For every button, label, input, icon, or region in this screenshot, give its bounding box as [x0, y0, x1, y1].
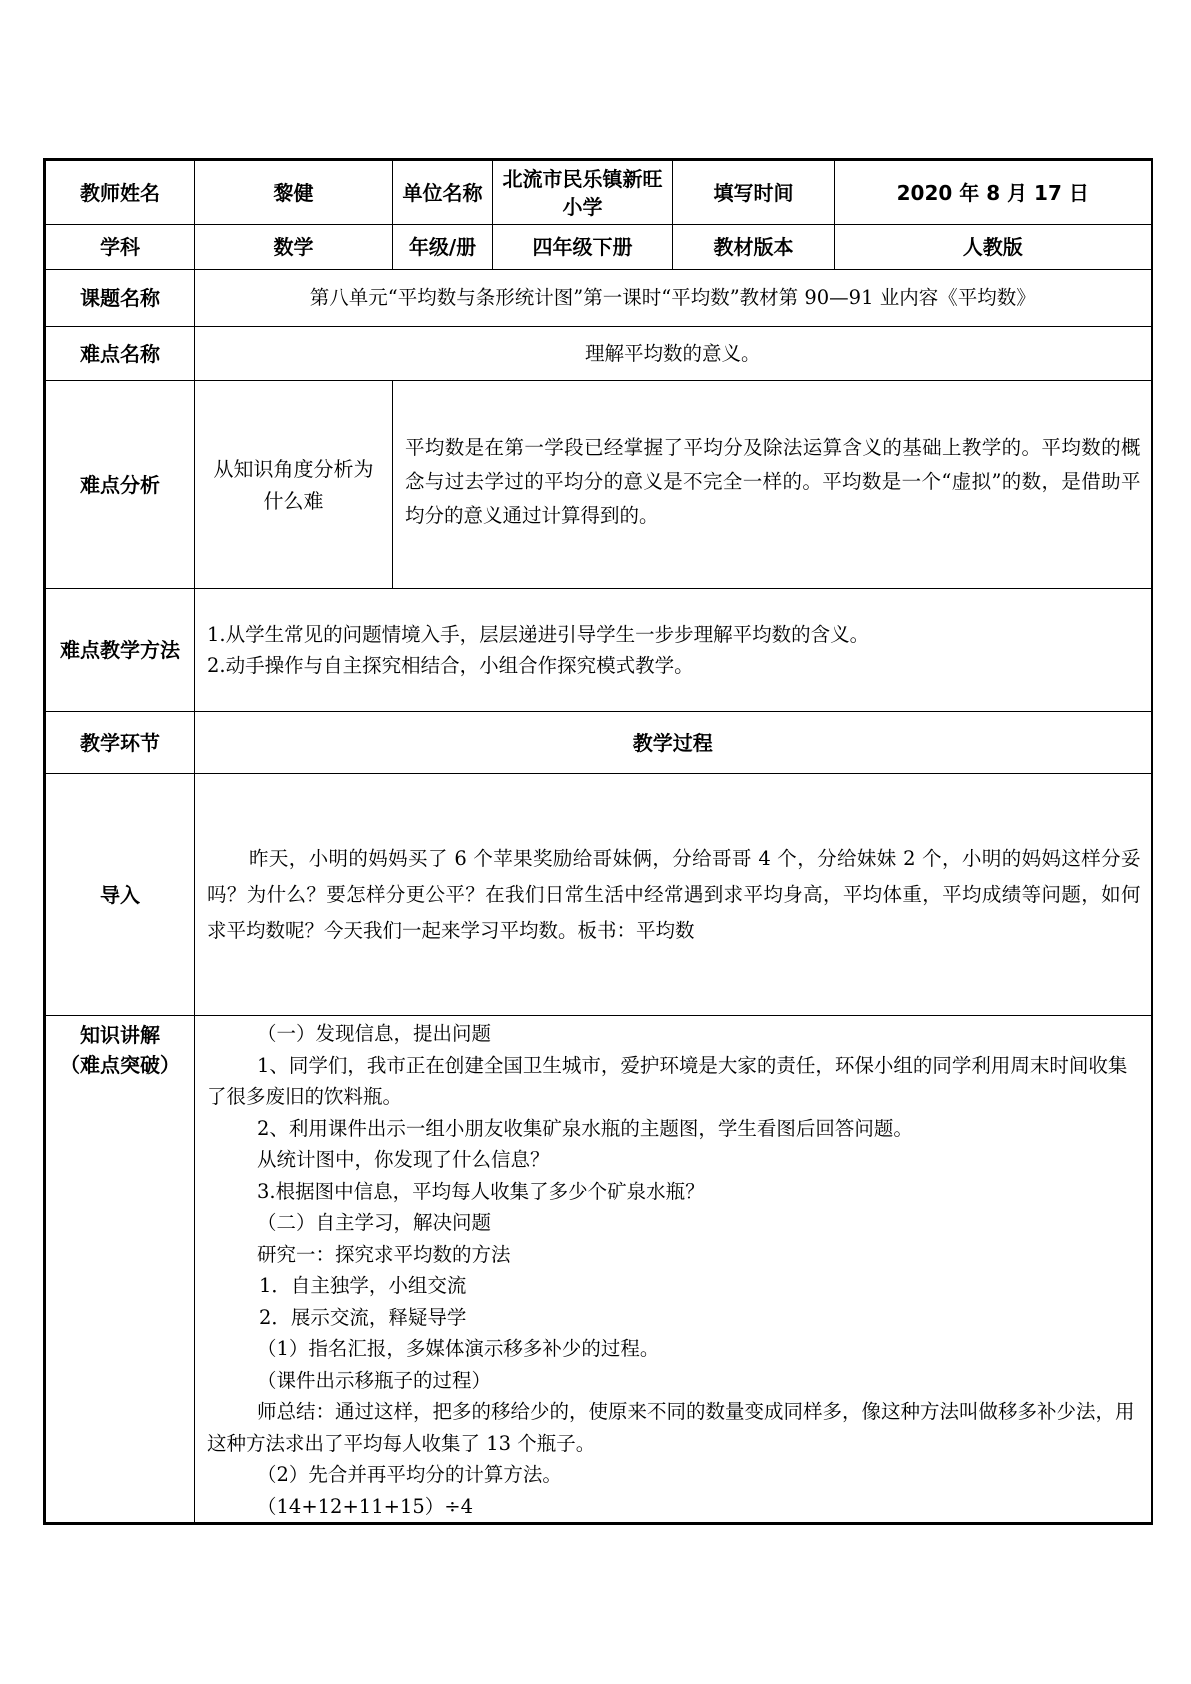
knowledge-line: （课件出示移瓶子的过程）	[257, 1368, 492, 1392]
method-label: 难点教学方法	[45, 589, 195, 712]
knowledge-line: 师总结：通过这样，把多的移给少的，使原来不同的数量变成同样多，像这种方法叫做移多补少法，用这种方法求出了平均每人收集了 13 个瓶子。	[207, 1400, 1135, 1455]
analysis-row	[45, 381, 1152, 589]
knowledge-row	[45, 1016, 1152, 1524]
stage-label: 教学环节	[45, 712, 195, 774]
method-row	[45, 589, 1152, 712]
header-row-2	[45, 225, 1152, 270]
knowledge-line: 1、同学们，我市正在创建全国卫生城市，爱护环境是大家的责任，环保小组的同学利用周末时间收集了很多废旧的饮料瓶。	[207, 1053, 1128, 1108]
analysis-sub-label: 从知识角度分析为什么难	[195, 381, 393, 589]
grade-label: 年级/册	[393, 225, 493, 270]
knowledge-line: 2、利用课件出示一组小朋友收集矿泉水瓶的主题图，学生看图后回答问题。	[257, 1116, 913, 1140]
subject-label: 学科	[45, 225, 195, 270]
intro-label: 导入	[45, 774, 195, 1016]
knowledge-lines	[207, 1018, 1141, 1522]
unit-name: 北流市民乐镇新旺小学	[493, 160, 673, 225]
knowledge-line: 1．自主独学，小组交流	[259, 1274, 467, 1297]
knowledge-line: 3.根据图中信息，平均每人收集了多少个矿泉水瓶？	[257, 1179, 705, 1203]
knowledge-label-line1: 知识讲解	[80, 1023, 160, 1047]
date-label: 填写时间	[673, 160, 835, 225]
intro-row	[45, 774, 1152, 1016]
knowledge-line: （二）自主学习，解决问题	[257, 1211, 492, 1234]
analysis-text: 平均数是在第一学段已经掌握了平均分及除法运算含义的基础上教学的。平均数的概念与过去学过的平均分的意义是不完全一样的。平均数是一个“虚拟”的数，是借助平均分的意义通过计算得到的。	[405, 436, 1141, 527]
subject-value: 数学	[195, 225, 393, 270]
topic-label: 课题名称	[45, 270, 195, 327]
knowledge-line: （1）指名汇报，多媒体演示移多补少的过程。	[257, 1337, 660, 1360]
knowledge-label-line2: （难点突破）	[60, 1053, 180, 1077]
teacher-label: 教师姓名	[45, 160, 195, 225]
unit-label: 单位名称	[393, 160, 493, 225]
difficulty-label: 难点名称	[45, 327, 195, 381]
difficulty-row	[45, 327, 1152, 381]
teacher-name: 黎健	[195, 160, 393, 225]
difficulty-value: 理解平均数的意义。	[195, 327, 1152, 381]
knowledge-line: （2）先合并再平均分的计算方法。	[257, 1463, 562, 1486]
header-row-1	[45, 160, 1152, 225]
topic-row	[45, 270, 1152, 327]
topic-value: 第八单元“平均数与条形统计图”第一课时“平均数”教材第 90—91 业内容《平均数》	[195, 270, 1152, 327]
edition-label: 教材版本	[673, 225, 835, 270]
edition-value: 人教版	[835, 225, 1152, 270]
intro-text: 昨天，小明的妈妈买了 6 个苹果奖励给哥妹俩，分给哥哥 4 个，分给妹妹 2 个，小明的妈妈这样分妥吗？为什么？要怎样分更公平？在我们日常生活中经常遇到求平均身高，平均体重，平均成绩等问题，如何求平均数呢？今天我们一起来学习平均数。板书：平均数	[207, 846, 1141, 942]
lesson-plan-table	[43, 158, 1153, 1525]
grade-value: 四年级下册	[493, 225, 673, 270]
knowledge-line: 2．展示交流，释疑导学	[259, 1305, 467, 1329]
method-line-2: 2.动手操作与自主探究相结合，小组合作探究模式教学。	[207, 654, 694, 677]
knowledge-line: （14+12+11+15）÷4	[257, 1494, 474, 1518]
process-label: 教学过程	[195, 712, 1152, 774]
knowledge-line: 研究一：探究求平均数的方法	[257, 1242, 511, 1266]
date-value: 2020 年 8 月 17 日	[835, 160, 1152, 225]
method-lines	[207, 619, 1151, 682]
method-line-1: 1.从学生常见的问题情境入手，层层递进引导学生一步步理解平均数的含义。	[207, 622, 870, 646]
process-header-row	[45, 712, 1152, 774]
knowledge-line: （一）发现信息，提出问题	[257, 1022, 492, 1045]
knowledge-line: 从统计图中，你发现了什么信息？	[257, 1148, 550, 1171]
analysis-label: 难点分析	[45, 381, 195, 589]
